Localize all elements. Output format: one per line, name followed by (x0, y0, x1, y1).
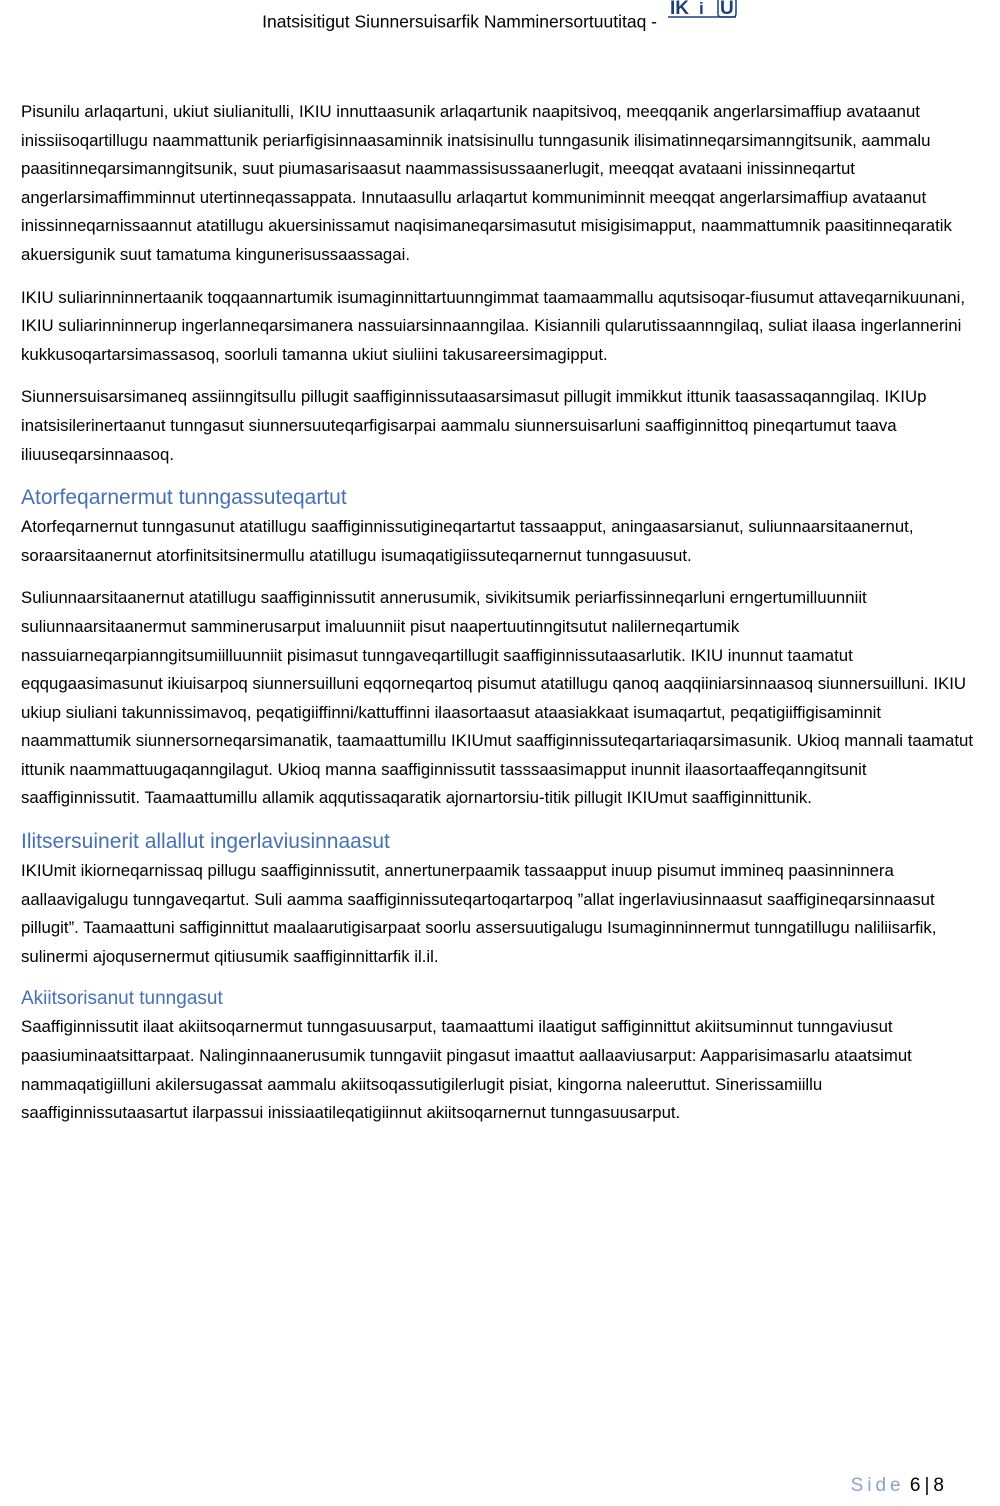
paragraph-4: Atorfeqarnernut tunngasunut atatillugu saaffiginnissutigineqartartut tassaapput, aningaasarsianut, suliunnaarsitaanernut, soraarsitaanernut atorfinitsitsinermullu atatillugu isumaqatigiissuteqarnernut tunngasuusut. (21, 517, 914, 565)
paragraph-2: IKIU suliarinninnertaanik toqqaannartumik isumaginnittartuunngimmat taamaammallu aqutsisoqar-fiusumut attaveqarnikuunani, IKIU suliarinninnerup ingerlanneqarsimanera nassuiarsinnaanngilaa. Kisiannili qularutissaannngilaq, suliat ilaasa ingerlannerini kukkusoqartarsimassasoq, soorluli tamanna ukiut siuliini takusareersimagipput. (21, 287, 965, 364)
header-title: Inatsisitigut Siunnersuisarfik Namminersortuutitaq - (262, 11, 657, 32)
page-total: 8 (933, 1475, 944, 1496)
svg-text:i: i (698, 0, 704, 19)
svg-text:IK: IK (669, 0, 689, 20)
paragraph-1: Pisunilu arlaqartuni, ukiut siulianitulli, IKIU innuttaasunik arlaqartunik naapitsivoq, meeqqanik angerlarsimaffiup avataanut inissiisoqartillugu naammattunik periarfigisinnaasaminnik inatsisinullu tunngasunik ilisimatinneqarsimanngitsunik, aammalu paasitinneqarsimanngitsunik, suut piumasarisaasut naammassisussaanerlugit, meeqqat avataani inissinneqartut angerlarsimaffimminnut utertinneqassappata. Innutaasullu arlaqartut kommuniminnit meeqqat angerlarsimaffiup avataanut inissinneqarnissaannut atatillugu akuersinissamut naqisimaneqarsimasutut misigisimapput, naammattumnik paasitinneqaratik akuersigunik suut tamatuma kingunerisussaassagai. (21, 102, 952, 264)
page-number: 6 (909, 1475, 921, 1496)
page-label: Side (850, 1475, 905, 1496)
page-footer (851, 1471, 944, 1501)
ikiu-logo-icon (666, 0, 738, 21)
paragraph-6: IKIUmit ikiorneqarnissaq pillugu saaffiginnissutit, annertunerpaamik tassaapput inuup pisumut immineq paasinninnera aallaavigalugu tunngaveqartut. Suli aamma saaffiginnissuteqartoqartarpoq ”allat ingerlaviusinnaasut saaffigineqarsinnaasut pillugit”. Taamaattuni saffiginnittut maalaarutigisarpaat soorlu assersuutigalugu Isumaginninnermut tunngatillugu naliliisarfik, sulinermi ajoqusernermut qitiusumik saaffiginnittarfik il.il. (21, 861, 937, 966)
paragraph-3: Siunnersuisarsimaneq assiinngitsullu pillugit saaffiginnissutaasarsimasut pillugit immikkut ittunik taasassaqanngilaq. IKIUp inatsisilerinertaanut tunngasut siunnersuuteqarfigisarpai aammalu siunnersuisarluni saaffiginnittoq pineqartumut taava iliuuseqarsinnaasoq. (21, 387, 927, 464)
page-separator: | (924, 1475, 930, 1496)
svg-text:U: U (719, 0, 734, 20)
heading-akiitsorisanut: Akiitsorisanut tunngasut (21, 988, 223, 1010)
document-body (21, 98, 973, 1142)
heading-ilitsersuinerit: Ilitsersuinerit allallut ingerlaviusinnaasut (21, 830, 390, 854)
page-header (0, 0, 1000, 40)
paragraph-7: Saaffiginnissutit ilaat akiitsoqarnermut tunngasuusarput, taamaattumi ilaatigut saffiginnittut akiitsuminnut tunngaviusut paasiuminaatsittarpaat. Nalinginnaanerusumik tunngaviit pingasut imaattut aallaaviusarput: Aapparisimasarlu ataatsimut nammaqatigiilluni akilersugassat aammalu akiitsoqassutigilerlugit pisiat, kingorna naleeruttut. Sinerissamiillu saaffiginnissutaasartut ilarpassui inissiaatileqatigiinnut akiitsoqarnernut tunngasuusarput. (21, 1017, 912, 1123)
paragraph-5: Suliunnaarsitaanernut atatillugu saaffiginnissutit annerusumik, sivikitsumik periarfissinneqarluni erngertumilluunniit suliunnaarsitaanermut samminerusarput imaluunniit pisut naapertuutinngitsutut nalilerneqartumik nassuiarneqarpianngitsumiilluunniit pisimasut tunngaveqartillugit saaffiginnissutaasarlutik. IKIU inunnut taamatut eqqugaasimasunut ikiuisarpoq siunnersuilluni eqqorneqartoq pisumut atatillugu qanoq aaqqiiniarsinnaasoq siunnersuilluni. IKIU ukiup siuliani takunnissimavoq, peqatigiiffinni/kattuffinni ilaasortaasut ataasiakkaat isumaqartut, peqatigiiffigisaminnit naammattumik siunnersorneqarsimanatik, taamaattumillu IKIUmut saaffiginnissuteqartariaqarsimasunik. Ukioq mannali taamatut ittunik naammattuugaqanngilagut. Ukioq manna saaffiginnissutit tasssaasimapput inunnit ilaasortaaffeqanngitsunit saaffiginnissutit. Taamaattumillu allamik aqqutissaqaratik ajornartorsiu-titik pillugit IKIUmut saaffiginnittunik. (21, 588, 973, 808)
heading-atorfeqarnermut: Atorfeqarnermut tunngassuteqartut (21, 486, 347, 510)
ikiu-logo (666, 0, 738, 35)
